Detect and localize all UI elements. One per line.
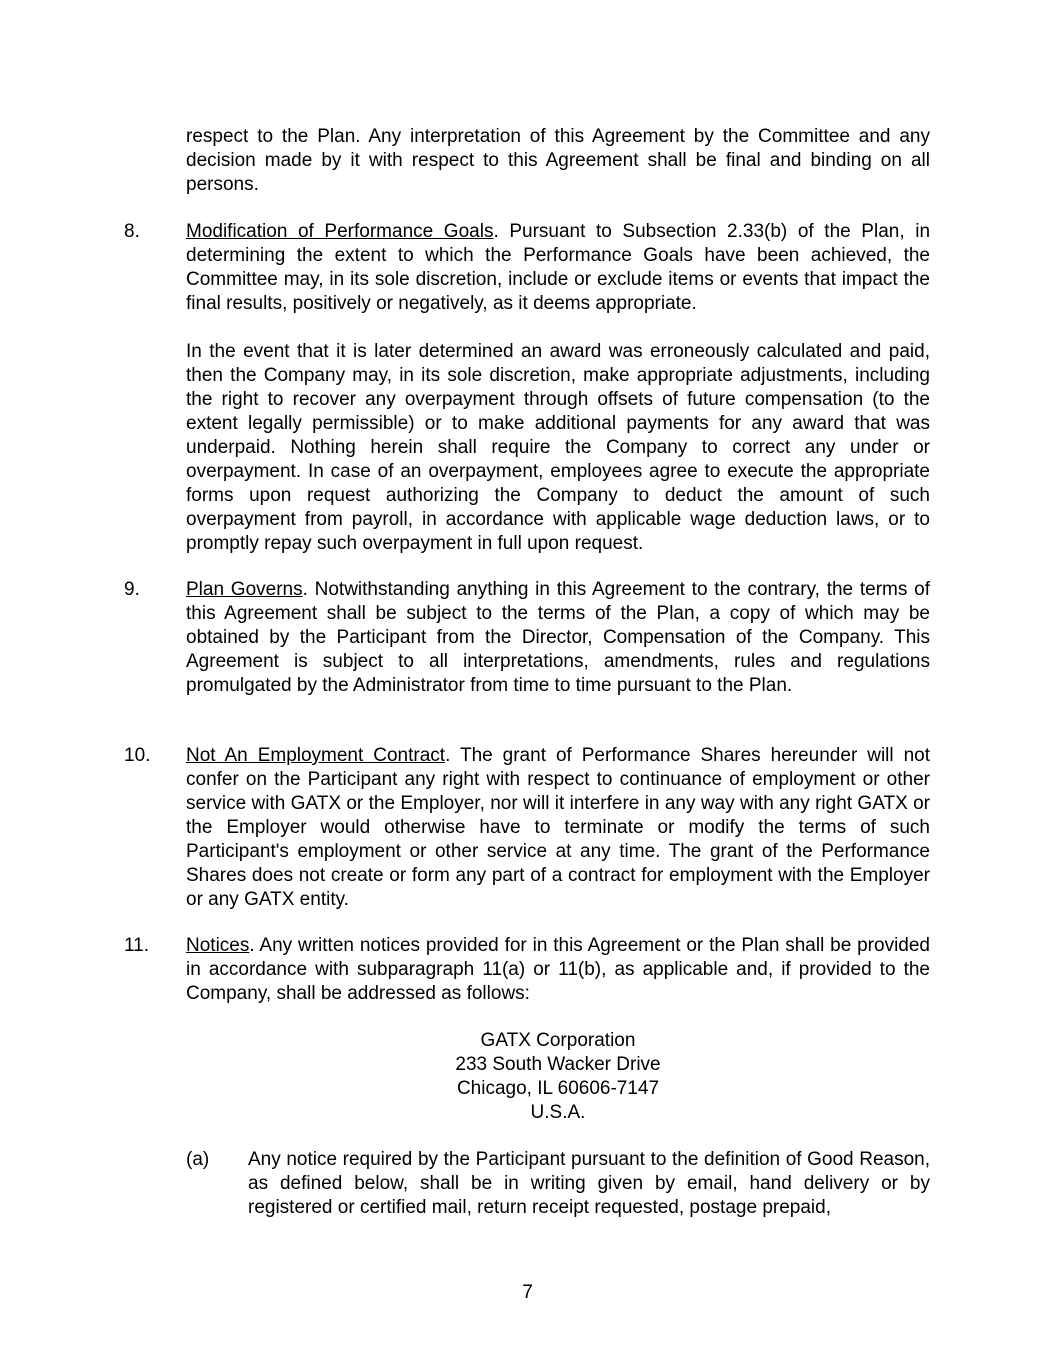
company-address bbox=[186, 1029, 930, 1125]
address-line-2: 233 South Wacker Drive bbox=[455, 1054, 661, 1075]
section-10-number: 10. bbox=[124, 745, 151, 766]
subparagraph-a-text: Any notice required by the Participant pursuant to the definition of Good Reason, as defined below, shall be in writing given by email, hand delivery or by registered or certified mail, return receipt requested, postage prepaid, bbox=[248, 1149, 930, 1218]
subparagraph-a-label: (a) bbox=[186, 1149, 210, 1170]
address-line-1: GATX Corporation bbox=[480, 1030, 636, 1051]
section-9-heading: Plan Governs bbox=[186, 579, 303, 600]
section-11-paragraph bbox=[186, 934, 930, 1006]
section-8-paragraph-2: In the event that it is later determined an award was erroneously calculated and paid, then the Company may, in its sole discretion, make appropriate adjustments, including the right to recover any overpayment through offsets of future compensation (to the extent legally permissible) or to make additional payments for any award that was underpaid. Nothing herein shall require the Company to correct any under or overpayment. In case of an overpayment, employees agree to execute the appropriate forms upon request authorizing the Company to deduct the amount of such overpayment from payroll, in accordance with applicable wage deduction laws, or to promptly repay such overpayment in full upon request. bbox=[186, 341, 930, 554]
address-line-3: Chicago, IL 60606-7147 bbox=[456, 1078, 660, 1099]
section-9-paragraph bbox=[186, 578, 930, 698]
section-10-text: . The grant of Performance Shares hereunder will not confer on the Participant any right with respect to continuance of employment or other service with GATX or the Employer, nor will it interfere in any way with any right GATX or the Employer would otherwise have to terminate or modify the terms of such Participant's employment or other service at any time. The grant of the Performance Shares does not create or form any part of a contract for employment with the Employer or any GATX entity. bbox=[186, 745, 930, 910]
section-11-heading: Notices bbox=[186, 935, 250, 956]
section-9-number: 9. bbox=[124, 579, 140, 600]
section-9-text: . Notwithstanding anything in this Agreement to the contrary, the terms of this Agreement shall be subject to the terms of the Plan, a copy of which may be obtained by the Participant from the Director, Compensation of the Company. This Agreement is subject to all interpretations, amendments, rules and regulations promulgated by the Administrator from time to time pursuant to the Plan. bbox=[186, 579, 930, 696]
section-11-number: 11. bbox=[124, 935, 150, 956]
section-11-text: . Any written notices provided for in this Agreement or the Plan shall be provided in accordance with subparagraph 11(a) or 11(b), as applicable and, if provided to the Company, shall be addressed as follows: bbox=[186, 935, 930, 1004]
section-8-heading: Modification of Performance Goals bbox=[186, 221, 494, 242]
section-8-number: 8. bbox=[124, 221, 140, 242]
section-10-heading: Not An Employment Contract bbox=[186, 745, 446, 766]
section-10-paragraph bbox=[186, 744, 930, 912]
address-line-4: U.S.A. bbox=[530, 1102, 586, 1123]
section-8-paragraph bbox=[186, 220, 930, 316]
continuation-paragraph: respect to the Plan. Any interpretation of this Agreement by the Committee and any decision made by it with respect to this Agreement shall be final and binding on all persons. bbox=[186, 126, 930, 195]
section-8-text: . Pursuant to Subsection 2.33(b) of the Plan, in determining the extent to which the Performance Goals have been achieved, the Committee may, in its sole discretion, include or exclude items or events that impact the final results, positively or negatively, as it deems appropriate. bbox=[186, 221, 931, 314]
page-number: 7 bbox=[522, 1282, 533, 1303]
